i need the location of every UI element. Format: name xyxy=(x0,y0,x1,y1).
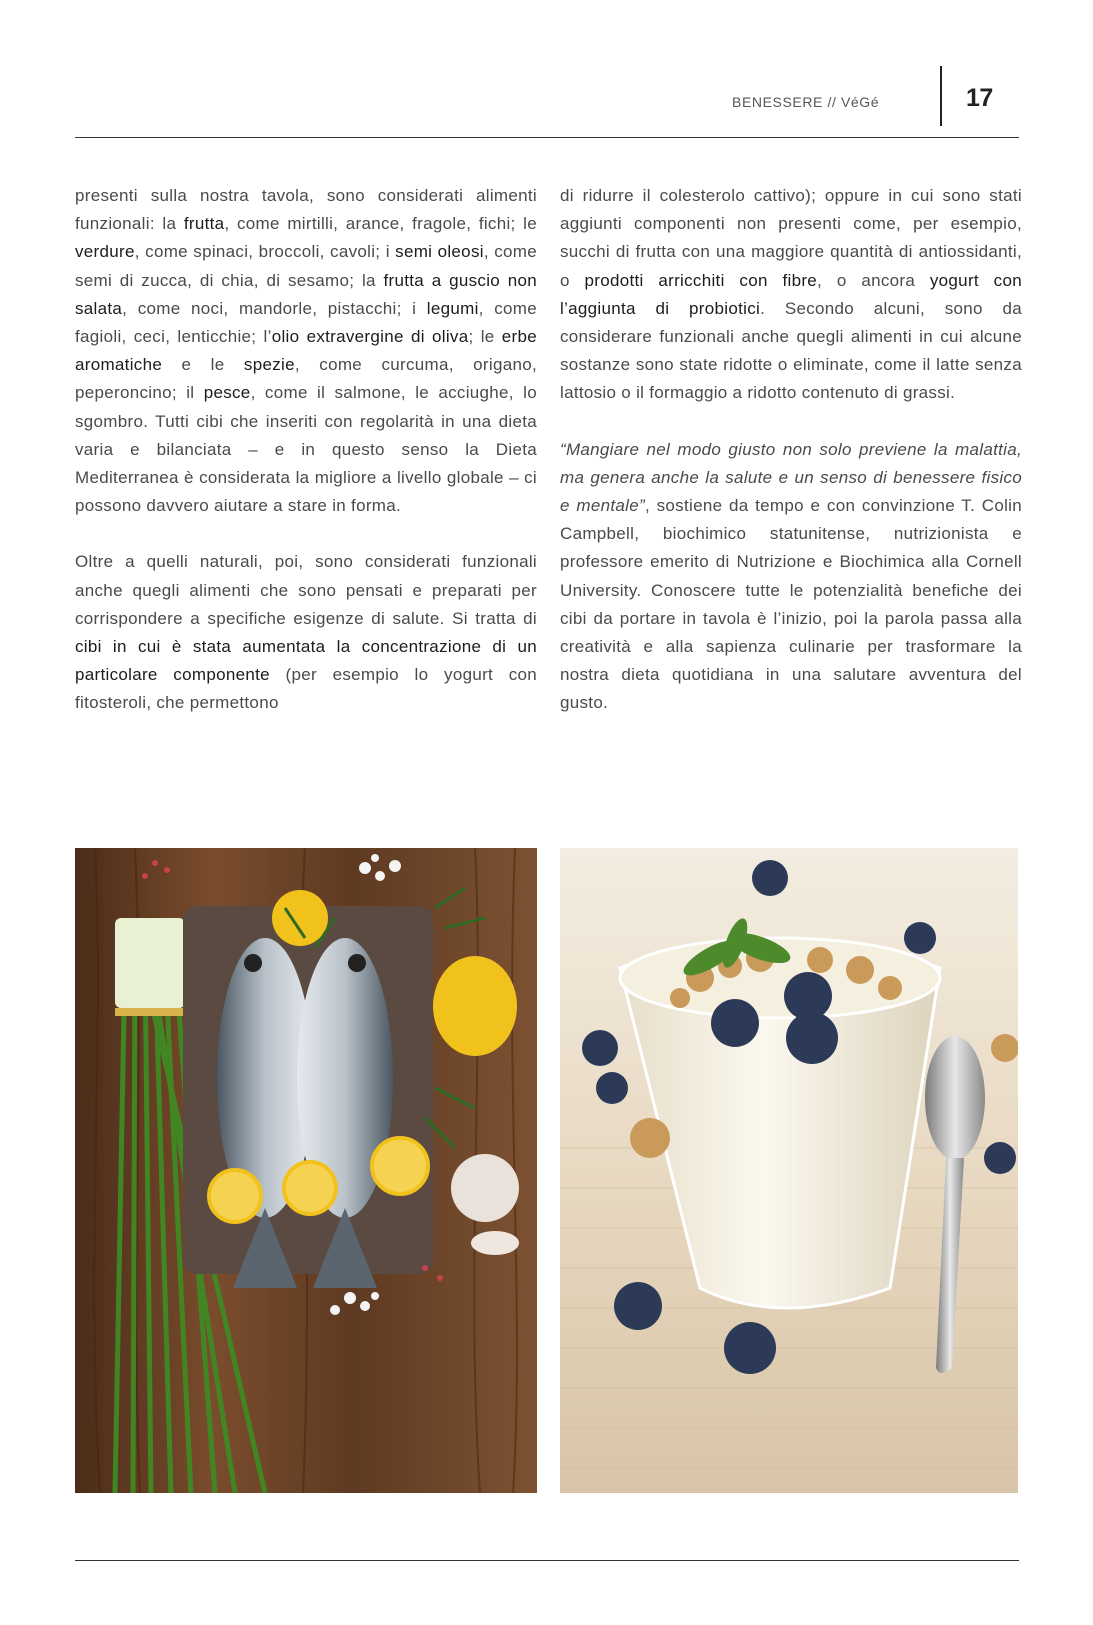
highlighted-text: frutta xyxy=(183,214,225,234)
header-rule xyxy=(75,137,1019,138)
highlighted-text: frutta a guscio non salata xyxy=(75,270,537,318)
quote-text: “Mangiare nel modo giusto non solo previene la malattia, ma genera anche la salute e un senso di benessere fisico e mentale” xyxy=(560,439,1022,516)
body-text: , o ancora xyxy=(817,270,930,290)
body-text: e le xyxy=(162,355,244,375)
body-text: (per esempio lo yogurt con fitosteroli, che permettono xyxy=(75,665,538,713)
body-text: presenti sulla nostra tavola, sono considerati alimenti funzionali: la xyxy=(75,186,537,234)
body-text: , come fagioli, ceci, lenticchie; l’ xyxy=(75,298,537,347)
section-label: BENESSERE // VéGé xyxy=(732,94,880,110)
right-paragraph-1 xyxy=(560,182,1022,408)
highlighted-text: verdure xyxy=(75,242,135,262)
yogurt-photo xyxy=(560,848,1018,1493)
body-text: di ridurre il colesterolo cattivo); oppure in cui sono stati aggiunti componenti non presenti come, per esempio, succhi di frutta con una maggiore quantità di antiossidanti, o xyxy=(560,186,1022,290)
highlighted-text: yogurt con l’aggiunta di probiotici xyxy=(560,270,1022,318)
page-number: 17 xyxy=(966,84,993,112)
left-paragraph-2 xyxy=(75,548,537,717)
fish-photo xyxy=(75,848,537,1493)
body-text: ; le xyxy=(468,327,502,347)
right-column xyxy=(560,182,1022,746)
body-text: . Secondo alcuni, sono da considerare funzionali anche quegli alimenti in cui alcune sostanze sono state ridotte o eliminate, come il latte senza lattosio o il formaggio a ridotto contenuto di grassi. xyxy=(560,298,1022,403)
highlighted-text: semi oleosi xyxy=(395,242,484,262)
footer-rule xyxy=(75,1560,1019,1561)
left-paragraph-1 xyxy=(75,182,537,520)
body-text: Oltre a quelli naturali, poi, sono considerati funzionali anche quegli alimenti che sono pensati e preparati per corrispondere a specifiche esigenze di salute. Si tratta di xyxy=(75,552,537,628)
fish-illustration xyxy=(75,848,537,1493)
highlighted-text: cibi in cui è stata aumentata la concentrazione di un particolare componente xyxy=(75,637,537,685)
body-text: , come noci, mandorle, pistacchi; i xyxy=(122,298,427,318)
body-text: , come mirtilli, arance, fragole, fichi; le xyxy=(224,214,537,234)
body-text: , come il salmone, le acciughe, lo sgombro. Tutti cibi che inseriti con regolarità in una dieta varia e bilanciata – e in questo senso la Dieta Mediterranea è considerata la migliore a livello globale – ci possono davvero aiutare a stare in forma. xyxy=(75,383,537,516)
header-divider xyxy=(940,66,942,126)
highlighted-text: prodotti arricchiti con fibre xyxy=(584,270,818,290)
highlighted-text: pesce xyxy=(203,383,251,403)
body-text: , come spinaci, broccoli, cavoli; i xyxy=(134,242,396,262)
highlighted-text: spezie xyxy=(243,355,295,375)
right-paragraph-2 xyxy=(560,436,1022,718)
highlighted-text: olio extravergine di oliva xyxy=(271,327,469,347)
yogurt-illustration xyxy=(560,848,1018,1493)
left-column xyxy=(75,182,537,746)
highlighted-text: erbe aromatiche xyxy=(75,327,537,375)
highlighted-text: legumi xyxy=(426,298,479,318)
page-header xyxy=(0,60,1093,140)
body-text: , come curcuma, origano, peperoncino; il xyxy=(75,355,537,403)
body-text: , sostiene da tempo e con convinzione T. Colin Campbell, biochimico statunitense, nutrizionista e professore emerito di Nutrizione e Biochimica alla Cornell University. Conoscere tutte le potenzialità benefiche dei cibi da portare in tavola è l’inizio, poi la parola passa alla creatività e alla sapienza culinarie per trasformare la nostra dieta quotidiana in una salutare avventura del gusto. xyxy=(560,496,1022,713)
body-text: , come semi di zucca, di chia, di sesamo; la xyxy=(75,242,537,290)
